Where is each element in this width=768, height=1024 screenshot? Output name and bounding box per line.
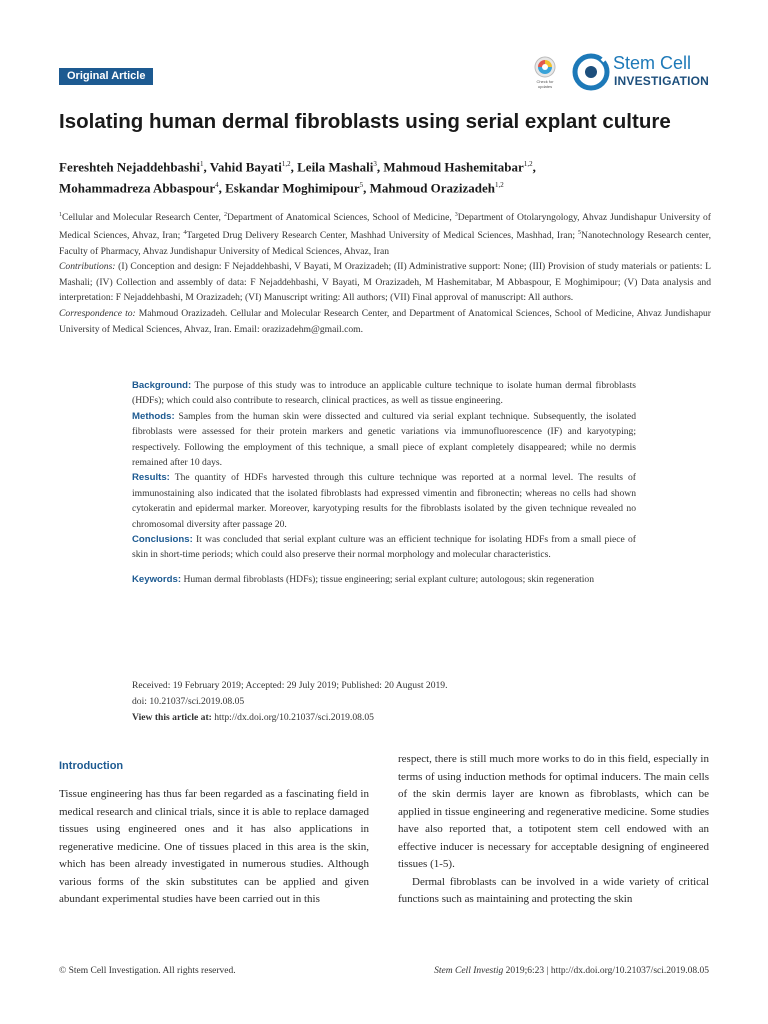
- view-article-link[interactable]: View this article at: http://dx.doi.org/10.21037/sci.2019.08.05: [132, 712, 374, 723]
- author: Leila Mashali: [297, 159, 374, 175]
- article-doi: doi: 10.21037/sci.2019.08.05: [132, 696, 245, 707]
- author: Mohammadreza Abbaspour: [59, 180, 216, 196]
- intro-paragraph: respect, there is still much more works to do in this field, especially in terms of using induction methods for optimal inducers. The main cells of the skin dermis layer are known as fibroblasts, which can be applied in tissue engineering and regenerative medicine. Some studies have also reported that, a totipotent stem cell endowed with an effective inducer is necessary for acceptable designing of engineered tissues (1-5).: [398, 753, 709, 870]
- article-title: Isolating human dermal fibroblasts using serial explant culture: [59, 110, 671, 133]
- article-dates: Received: 19 February 2019; Accepted: 29 July 2019; Published: 20 August 2019.: [132, 680, 448, 691]
- article-meta: [132, 678, 636, 726]
- copyright-notice: © Stem Cell Investigation. All rights reserved.: [59, 966, 236, 976]
- author: Mahmoud Hashemitabar: [383, 159, 524, 175]
- journal-logo: [572, 53, 722, 91]
- author: Eskandar Moghimipour: [225, 180, 360, 196]
- correspondence: Correspondence to: Mahmoud Orazizadeh. Cellular and Molecular Research Center, and Department of Anatomical Sciences, School of Medicine, Ahvaz Jundishapur University of Medical Sciences, Ahvaz, Iran. Email: orazizadehm@gmail.com.: [59, 307, 711, 335]
- check-for-updates-icon[interactable]: [533, 56, 557, 88]
- contributions: Contributions: (I) Conception and design: F Nejaddehbashi, V Bayati, M Orazizadeh; (II) Administrative support: None; (III) Provision of study materials or patients: L Mashali; (IV) Collection and assembly of data: F Nejaddehbashi, V Bayati, M Orazizadeh, M Hashemitabar, M Abbaspour, E Moghimipour; (V) Data analysis and interpretation: F Nejaddehbashi, M Orazizadeh; (VI) Manuscript writing: All authors; (VII) Final approval of manuscript: All authors.: [59, 261, 711, 304]
- logo-subtitle: INVESTIGATION: [614, 74, 710, 88]
- introduction-heading: Introduction: [59, 760, 124, 772]
- article-type-badge: Original Article: [59, 68, 153, 85]
- author-list: Fereshteh Nejaddehbashi$^1$, Vahid Bayati$^{1,2}$, Leila Mashali$^3$, Mahmoud Hashemitabar$^{1,2}$, Mohammadreza Abbaspour$^4$, Eskandar Moghimipour$^5$, Mahmoud Orazizadeh$^{1,2}$: [59, 159, 536, 196]
- author: Fereshteh Nejaddehbashi: [59, 159, 200, 175]
- affiliations: $^1$Cellular and Molecular Research Center, $^2$Department of Anatomical Sciences, School of Medicine, $^3$Department of Otolaryngology, Ahvaz Jundishapur University of Medical Sciences, Ahvaz, Iran; $^4$Targeted Drug Delivery Research Center, Mashhad University of Medical Sciences, Mashhad, Iran; $^5$Nanotechnology Research center, Faculty of Pharmacy, Ahvaz Jundishapur University of Medical Sciences, Ahvaz, Iran: [59, 212, 711, 257]
- body-column-right: [398, 751, 709, 909]
- logo-title: Stem Cell: [613, 53, 692, 73]
- intro-paragraph: Tissue engineering has thus far been regarded as a fascinating field in medical research and clinical trials, since it is able to replace damaged tissues using engineered ones and it has also applications in regenerative medicine. One of tissues placed in this area is the skin, which has been already investigated in numerous studies. Although various forms of the skin substitutes can be applied and given abundant experimental studies have been carried out in this: [59, 788, 369, 905]
- body-column-left: [59, 786, 369, 909]
- author: Mahmoud Orazizadeh: [369, 180, 495, 196]
- abstract-conclusions: Conclusions: It was concluded that serial explant culture was an efficient technique for isolating HDFs from a small piece of skin in short-time periods; which could also preserve their normal morphology and molecular characteristics.: [132, 534, 636, 561]
- intro-paragraph: Dermal fibroblasts can be involved in a wide variety of critical functions such as maintaining and protecting the skin: [398, 875, 709, 905]
- keywords: Keywords: Human dermal fibroblasts (HDFs); tissue engineering; serial explant culture; autologous; skin regeneration: [132, 573, 595, 585]
- abstract: [132, 378, 636, 587]
- abstract-background: Background: The purpose of this study was to introduce an applicable culture technique to isolate human dermal fibroblasts (HDFs); which could also contribute to research, clinical practices, as well as tissue engineering.: [132, 380, 636, 407]
- affiliations-block: [59, 208, 711, 337]
- check-for-updates-label: Check for updates: [536, 79, 554, 89]
- abstract-results: Results: The quantity of HDFs harvested through this culture technique was reported at a normal level. The results of immunostaining also indicated that the isolated fibroblasts had expressed vimentin and fibronectin; whereas no cells had shown cytokeratin and epidermal marker. Moreover, karyotyping results for the fibroblasts isolated by the given technique revealed no chromosomal diversity after passage 20.: [132, 472, 636, 530]
- stem-cell-logo-icon: [572, 53, 610, 91]
- abstract-methods: Methods: Samples from the human skin were dissected and cultured via serial explant technique. Subsequently, the isolated fibroblasts were assessed for their protein markers and genetic variations via immunofluorescence (IF) and karyotyping; respectively. Following the employment of this technique, a small piece of explant completely disappeared; while no dermis remained after 10 days.: [132, 410, 636, 469]
- citation-footer: Stem Cell Investig 2019;6:23 | http://dx.doi.org/10.21037/sci.2019.08.05: [434, 966, 709, 976]
- author: Vahid Bayati: [209, 159, 282, 175]
